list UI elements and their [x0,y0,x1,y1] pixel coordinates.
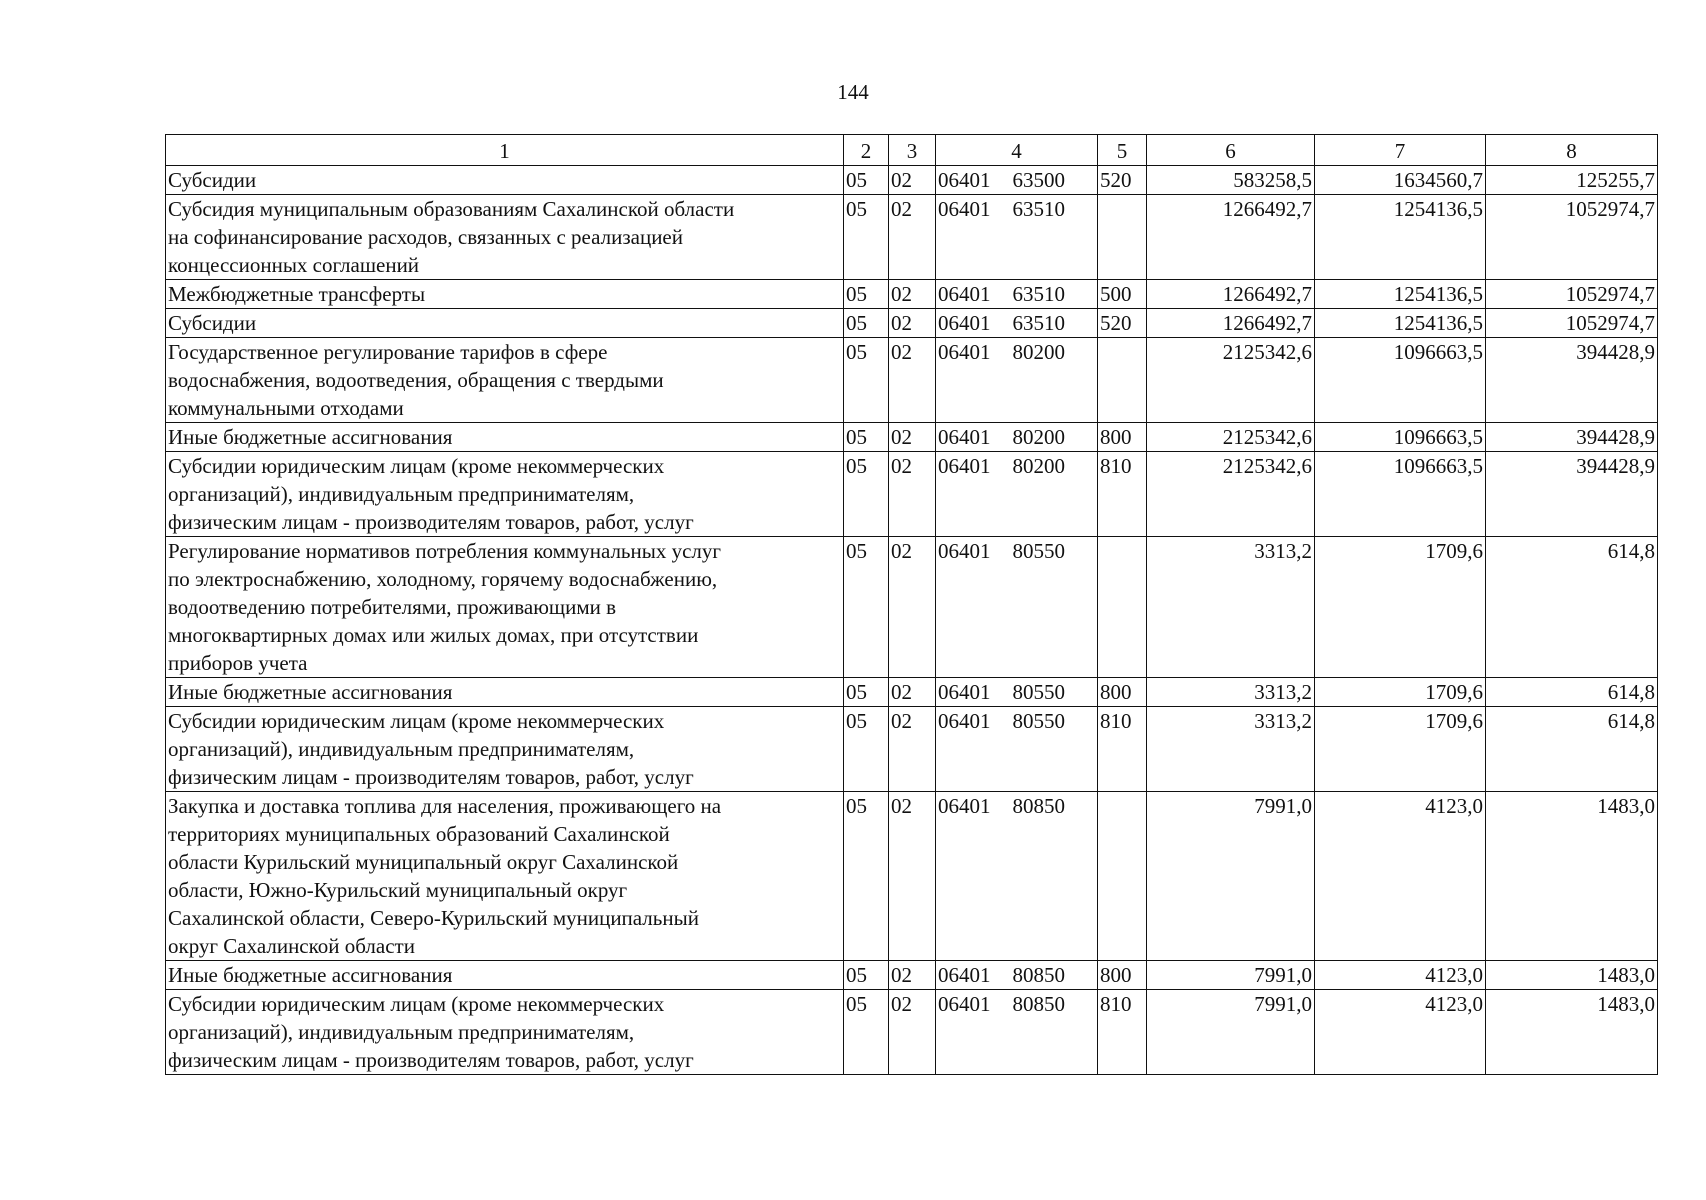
description-line: Субсидии юридическим лицам (кроме некоммерческих [168,454,665,478]
section-code: 05 [844,338,889,423]
row-description [166,678,844,707]
amount-col-8: 1052974,7 [1486,309,1658,338]
description-line: Закупка и доставка топлива для населения, проживающего на [168,794,722,818]
description-line: Субсидии юридическим лицам (кроме некоммерческих [168,992,665,1016]
row-description [166,452,844,537]
target-article-direction: 80550 [1012,539,1065,563]
target-article-direction: 80850 [1012,992,1065,1016]
target-article-code [936,423,1098,452]
amount-col-8: 614,8 [1486,707,1658,792]
section-code: 05 [844,792,889,961]
table-row [166,423,1658,452]
target-article-program: 06401 [938,539,991,563]
amount-col-6: 7991,0 [1147,792,1315,961]
amount-col-6: 7991,0 [1147,961,1315,990]
expense-type-code: 500 [1098,280,1147,309]
target-article-direction: 80850 [1012,963,1065,987]
subsection-code: 02 [889,452,936,537]
target-article-program: 06401 [938,794,991,818]
section-code: 05 [844,452,889,537]
amount-col-8: 1483,0 [1486,792,1658,961]
expense-type-code [1098,537,1147,678]
amount-col-6: 2125342,6 [1147,338,1315,423]
section-code: 05 [844,309,889,338]
table-row [166,990,1658,1075]
row-description [166,195,844,280]
description-line: водоотведению потребителями, проживающими в [168,595,617,619]
row-description [166,961,844,990]
table-row [166,678,1658,707]
description-line: Государственное регулирование тарифов в сфере [168,340,608,364]
target-article-code [936,707,1098,792]
description-line: Иные бюджетные ассигнования [168,425,453,449]
amount-col-6: 7991,0 [1147,990,1315,1075]
subsection-code: 02 [889,166,936,195]
section-code: 05 [844,990,889,1075]
subsection-code: 02 [889,537,936,678]
row-description [166,990,844,1075]
target-article-code [936,166,1098,195]
target-article-program: 06401 [938,454,991,478]
expense-type-code: 810 [1098,990,1147,1075]
amount-col-6: 2125342,6 [1147,452,1315,537]
description-line: физическим лицам - производителям товаров, работ, услуг [168,765,694,789]
description-line: Сахалинской области, Северо-Курильский муниципальный [168,906,699,930]
target-article-code [936,792,1098,961]
expense-type-code: 810 [1098,452,1147,537]
description-line: приборов учета [168,651,308,675]
target-article-program: 06401 [938,963,991,987]
subsection-code: 02 [889,338,936,423]
description-line: Субсидии юридическим лицам (кроме некоммерческих [168,709,665,733]
amount-col-8: 614,8 [1486,537,1658,678]
description-line: Иные бюджетные ассигнования [168,680,453,704]
row-description [166,537,844,678]
expense-type-code: 520 [1098,309,1147,338]
target-article-direction: 63510 [1012,197,1065,221]
amount-col-6: 583258,5 [1147,166,1315,195]
description-line: Межбюджетные трансферты [168,282,426,306]
target-article-program: 06401 [938,311,991,335]
target-article-direction: 80550 [1012,709,1065,733]
description-line: физическим лицам - производителям товаров, работ, услуг [168,1048,694,1072]
target-article-direction: 80550 [1012,680,1065,704]
subsection-code: 02 [889,309,936,338]
description-line: организаций), индивидуальным предпринимателям, [168,482,635,506]
target-article-code [936,990,1098,1075]
row-description [166,338,844,423]
header-row [166,135,1658,166]
subsection-code: 02 [889,195,936,280]
description-line: на софинансирование расходов, связанных с реализацией [168,225,683,249]
description-line: по электроснабжению, холодному, горячему водоснабжению, [168,567,718,591]
description-line: организаций), индивидуальным предпринимателям, [168,737,635,761]
amount-col-8: 394428,9 [1486,338,1658,423]
target-article-direction: 80850 [1012,794,1065,818]
amount-col-6: 3313,2 [1147,707,1315,792]
target-article-direction: 80200 [1012,340,1065,364]
row-description [166,707,844,792]
header-col-3: 3 [889,135,936,166]
target-article-program: 06401 [938,709,991,733]
table-row [166,452,1658,537]
amount-col-7: 1096663,5 [1315,338,1486,423]
table-row [166,195,1658,280]
amount-col-6: 3313,2 [1147,678,1315,707]
target-article-program: 06401 [938,340,991,364]
row-description [166,309,844,338]
target-article-direction: 63500 [1012,168,1065,192]
subsection-code: 02 [889,961,936,990]
row-description [166,166,844,195]
target-article-code [936,961,1098,990]
subsection-code: 02 [889,280,936,309]
header-col-1: 1 [166,135,844,166]
subsection-code: 02 [889,990,936,1075]
description-line: коммунальными отходами [168,396,404,420]
amount-col-8: 1483,0 [1486,961,1658,990]
amount-col-8: 394428,9 [1486,423,1658,452]
amount-col-7: 1096663,5 [1315,423,1486,452]
table-row [166,338,1658,423]
row-description [166,792,844,961]
amount-col-8: 1052974,7 [1486,195,1658,280]
target-article-direction: 80200 [1012,425,1065,449]
amount-col-8: 1052974,7 [1486,280,1658,309]
amount-col-8: 1483,0 [1486,990,1658,1075]
amount-col-8: 614,8 [1486,678,1658,707]
expense-type-code: 810 [1098,707,1147,792]
header-col-6: 6 [1147,135,1315,166]
amount-col-7: 4123,0 [1315,792,1486,961]
target-article-code [936,280,1098,309]
target-article-direction: 63510 [1012,282,1065,306]
description-line: многоквартирных домах или жилых домах, при отсутствии [168,623,699,647]
amount-col-7: 4123,0 [1315,961,1486,990]
description-line: Иные бюджетные ассигнования [168,963,453,987]
target-article-program: 06401 [938,425,991,449]
description-line: физическим лицам - производителям товаров, работ, услуг [168,510,694,534]
section-code: 05 [844,166,889,195]
table-row [166,166,1658,195]
table-row [166,280,1658,309]
expense-type-code [1098,338,1147,423]
subsection-code: 02 [889,423,936,452]
amount-col-8: 394428,9 [1486,452,1658,537]
table-body [166,166,1658,1075]
target-article-program: 06401 [938,168,991,192]
table-row [166,707,1658,792]
table-row [166,961,1658,990]
description-line: организаций), индивидуальным предпринимателям, [168,1020,635,1044]
amount-col-6: 2125342,6 [1147,423,1315,452]
description-line: области, Южно-Курильский муниципальный округ [168,878,628,902]
target-article-code [936,678,1098,707]
subsection-code: 02 [889,792,936,961]
header-col-2: 2 [844,135,889,166]
description-line: территориях муниципальных образований Сахалинской [168,822,670,846]
amount-col-7: 1709,6 [1315,707,1486,792]
target-article-code [936,195,1098,280]
header-col-5: 5 [1098,135,1147,166]
row-description [166,280,844,309]
table-row [166,792,1658,961]
expense-type-code: 520 [1098,166,1147,195]
section-code: 05 [844,707,889,792]
target-article-direction: 80200 [1012,454,1065,478]
header-col-4: 4 [936,135,1098,166]
table-row [166,309,1658,338]
header-col-7: 7 [1315,135,1486,166]
target-article-program: 06401 [938,197,991,221]
section-code: 05 [844,537,889,678]
expense-type-code [1098,792,1147,961]
header-col-8: 8 [1486,135,1658,166]
description-line: водоснабжения, водоотведения, обращения с твердыми [168,368,664,392]
description-line: Субсидии [168,168,257,192]
amount-col-6: 1266492,7 [1147,195,1315,280]
amount-col-7: 1709,6 [1315,537,1486,678]
budget-table [165,134,1658,1075]
description-line: Регулирование нормативов потребления коммунальных услуг [168,539,722,563]
page-number: 144 [837,80,869,104]
section-code: 05 [844,961,889,990]
target-article-program: 06401 [938,992,991,1016]
expense-type-code: 800 [1098,423,1147,452]
amount-col-7: 1254136,5 [1315,195,1486,280]
target-article-direction: 63510 [1012,311,1065,335]
section-code: 05 [844,678,889,707]
amount-col-7: 1634560,7 [1315,166,1486,195]
amount-col-7: 1254136,5 [1315,309,1486,338]
target-article-code [936,537,1098,678]
section-code: 05 [844,195,889,280]
section-code: 05 [844,423,889,452]
expense-type-code: 800 [1098,961,1147,990]
description-line: округ Сахалинской области [168,934,415,958]
expense-type-code [1098,195,1147,280]
amount-col-6: 1266492,7 [1147,309,1315,338]
target-article-program: 06401 [938,282,991,306]
amount-col-7: 1254136,5 [1315,280,1486,309]
description-line: области Курильский муниципальный округ Сахалинской [168,850,679,874]
description-line: Субсидии [168,311,257,335]
amount-col-6: 3313,2 [1147,537,1315,678]
description-line: концессионных соглашений [168,253,420,277]
section-code: 05 [844,280,889,309]
row-description [166,423,844,452]
target-article-code [936,452,1098,537]
target-article-code [936,338,1098,423]
target-article-program: 06401 [938,680,991,704]
amount-col-7: 1096663,5 [1315,452,1486,537]
amount-col-7: 4123,0 [1315,990,1486,1075]
target-article-code [936,309,1098,338]
amount-col-6: 1266492,7 [1147,280,1315,309]
table-row [166,537,1658,678]
subsection-code: 02 [889,707,936,792]
amount-col-8: 125255,7 [1486,166,1658,195]
expense-type-code: 800 [1098,678,1147,707]
subsection-code: 02 [889,678,936,707]
amount-col-7: 1709,6 [1315,678,1486,707]
description-line: Субсидия муниципальным образованиям Сахалинской области [168,197,735,221]
